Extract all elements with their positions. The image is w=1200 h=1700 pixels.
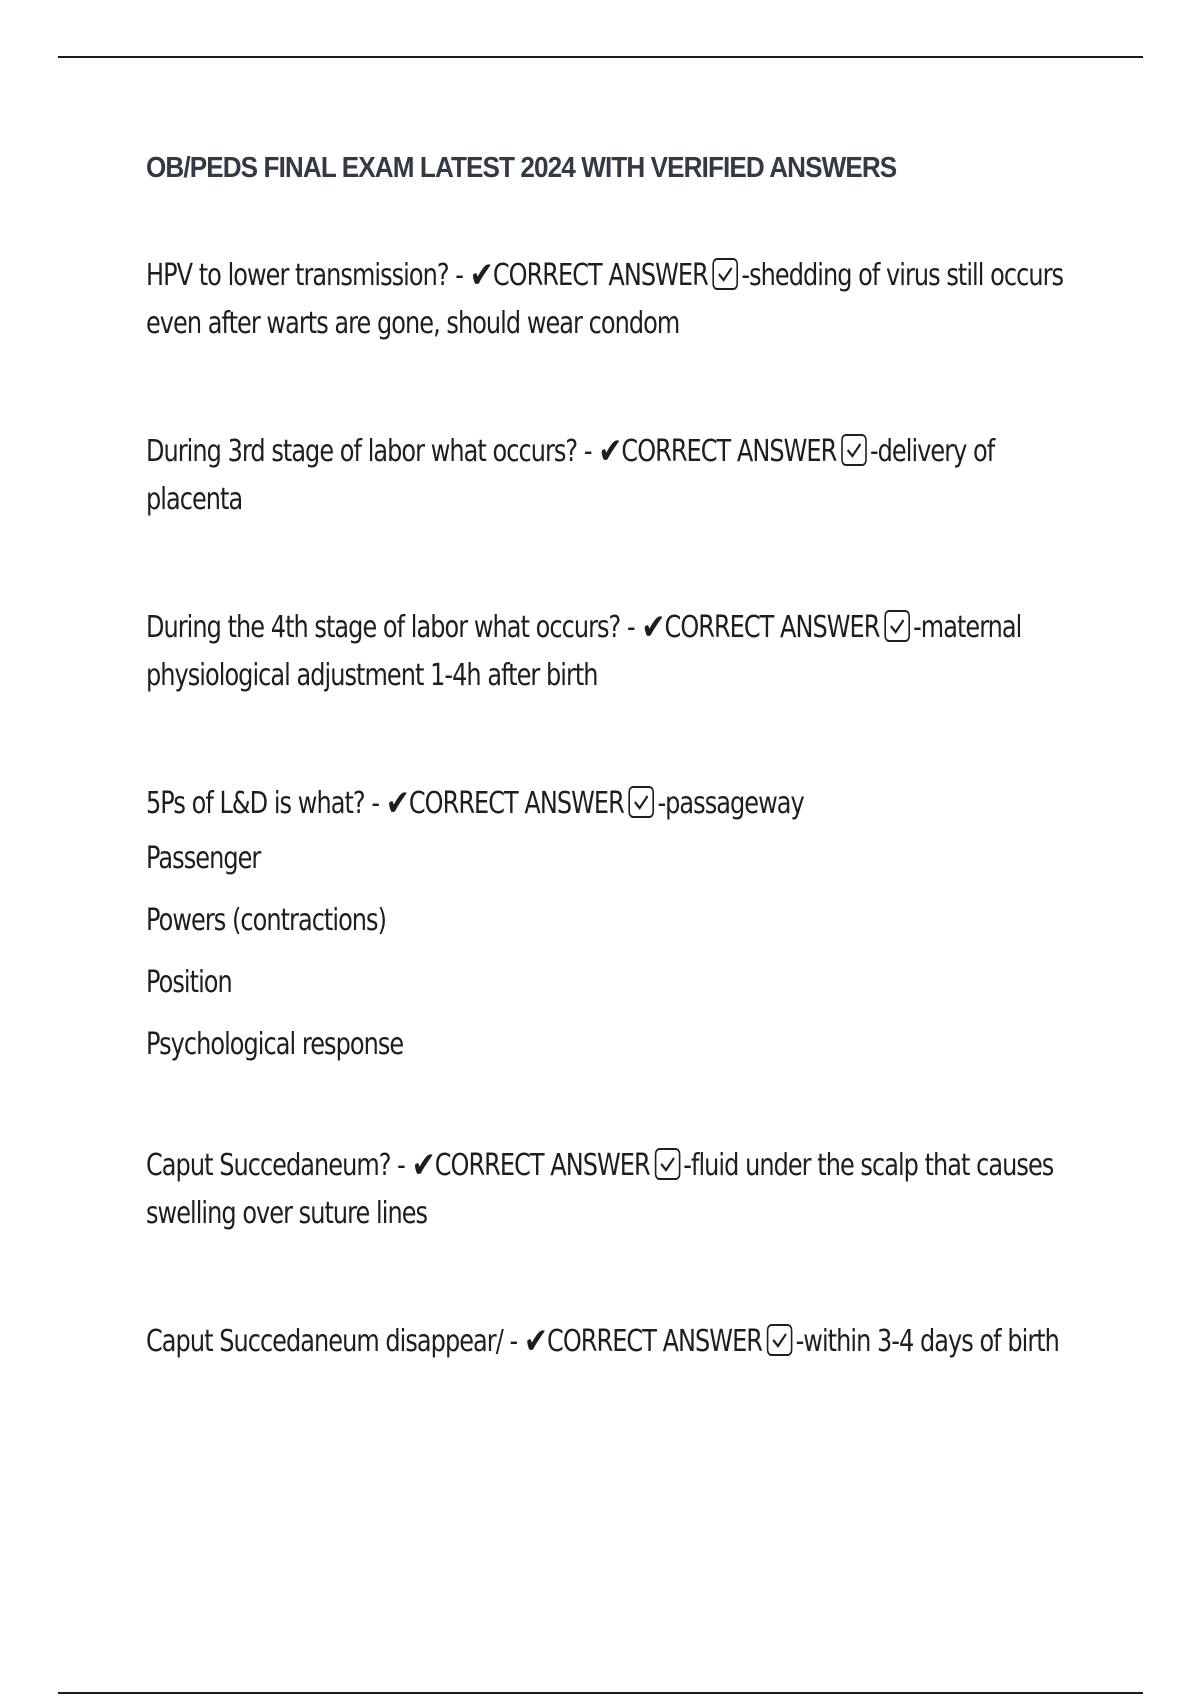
question-text: During the 4th stage of labor what occurs? - (146, 610, 635, 645)
answer-extra-line: Psychological response (146, 1027, 404, 1062)
document-title: OB/PEDS FINAL EXAM LATEST 2024 WITH VERIFIED ANSWERS (146, 152, 897, 184)
qa-item (146, 1142, 1096, 1238)
checkmark-icon: ✔ (385, 783, 409, 824)
checkbox-icon (884, 610, 910, 642)
checkmark-icon: ✔ (523, 1321, 548, 1362)
checkmark-icon: ✔ (641, 607, 665, 648)
correct-answer-label: CORRECT ANSWER (621, 434, 837, 469)
correct-answer-label: CORRECT ANSWER (664, 610, 880, 645)
answer-text: -passageway (657, 786, 804, 821)
answer-text: -delivery of placenta (146, 434, 995, 517)
qa-item (146, 780, 1096, 828)
bottom-rule (58, 1692, 1143, 1694)
answer-extra-line: Position (146, 965, 232, 1000)
top-rule (58, 56, 1143, 58)
answer-text: -fluid under the scalp that causes swelling over suture lines (146, 1148, 1054, 1231)
question-text: Caput Succedaneum disappear/ - (146, 1324, 518, 1359)
qa-item (146, 604, 1096, 700)
question-text: 5Ps of L&D is what? - (146, 786, 380, 821)
qa-item (146, 428, 1096, 524)
checkmark-icon: ✔ (598, 431, 622, 472)
correct-answer-label: CORRECT ANSWER (547, 1324, 762, 1359)
checkmark-icon: ✔ (411, 1145, 435, 1186)
answer-text: -maternal physiological adjustment 1-4h after birth (146, 610, 1022, 693)
correct-answer-label: CORRECT ANSWER (434, 1148, 650, 1183)
document-content (146, 146, 1096, 1366)
correct-answer-label: CORRECT ANSWER (408, 786, 624, 821)
checkbox-icon (841, 434, 867, 466)
checkmark-icon: ✔ (469, 255, 493, 296)
question-text: Caput Succedaneum? - (146, 1148, 405, 1183)
answer-extra-line: Powers (contractions) (146, 903, 387, 938)
checkbox-icon (629, 786, 655, 818)
qa-item (146, 252, 1096, 348)
checkbox-icon (713, 258, 739, 290)
checkbox-icon (767, 1324, 793, 1356)
question-text: HPV to lower transmission? - (146, 258, 463, 293)
answer-text: -within 3-4 days of birth (795, 1324, 1059, 1359)
question-text: During 3rd stage of labor what occurs? - (146, 434, 592, 469)
answer-extra-line: Passenger (146, 841, 261, 876)
answer-text: -shedding of virus still occurs even after warts are gone, should wear condom (146, 258, 1064, 341)
checkbox-icon (654, 1148, 680, 1180)
qa-item (146, 1318, 1096, 1366)
correct-answer-label: CORRECT ANSWER (492, 258, 708, 293)
